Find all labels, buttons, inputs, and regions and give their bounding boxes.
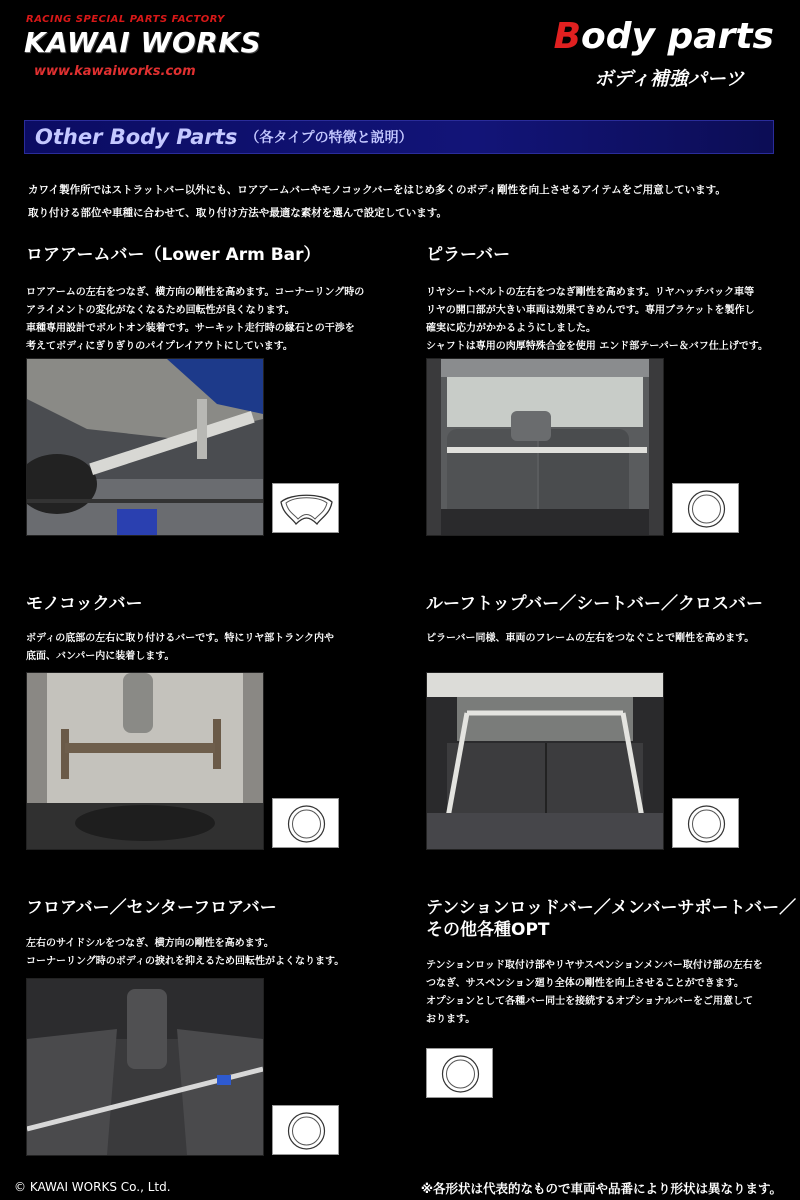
desc-line: リヤの開口部が大きい車両は効果てきめんです。専用ブラケットを製作し: [426, 305, 755, 316]
intro-line-2: 取り付ける部位や車種に合わせて、取り付け方法や最適な素材を選んで設定しています。: [28, 207, 447, 219]
pillar-bar-title: ピラーバー: [426, 245, 511, 265]
round-tube-icon: [427, 1049, 494, 1099]
pillar-bar-shape-box: [672, 483, 739, 533]
floor-bar-description: [26, 935, 344, 971]
logo-brand[interactable]: KAWAI WORKS: [24, 26, 262, 59]
oval-cross-section-icon: [273, 484, 340, 534]
pillar-bar-description: [426, 284, 768, 356]
lower-arm-bar-shape-box: [272, 483, 339, 533]
monocoque-bar-shape-box: [272, 798, 339, 848]
round-tube-icon: [673, 484, 740, 534]
monocoque-bar-title: モノコックバー: [26, 594, 143, 614]
round-tube-icon: [273, 799, 340, 849]
rooftop-bar-title: ルーフトップバー／シートバー／クロスバー: [426, 594, 763, 614]
lower-arm-bar-photo: [26, 358, 264, 536]
pillar-bar-photo: [426, 358, 664, 536]
copyright: © KAWAI WORKS Co., Ltd.: [14, 1180, 171, 1194]
tension-rod-bar-title-line-2: その他各種OPT: [426, 920, 550, 940]
tension-rod-bar-description: [426, 957, 763, 1029]
desc-line: 左右のサイドシルをつなぎ、横方向の剛性を高めます。: [26, 938, 274, 949]
logo-tagline: RACING SPECIAL PARTS FACTORY: [26, 14, 225, 25]
shape-disclaimer: ※各形状は代表的なもので車両や品番により形状は異なります。: [420, 1181, 782, 1196]
desc-line: シャフトは専用の肉厚特殊合金を使用 エンド部テーパー＆バフ仕上げです。: [426, 341, 768, 352]
desc-line: コーナーリング時のボディの捩れを抑えるため回転性がよくなります。: [26, 956, 345, 967]
desc-line: 考えてボディにぎりぎりのパイプレイアウトにしています。: [26, 341, 293, 352]
desc-line: アライメントの変化がなくなるため回転性が良くなります。: [26, 305, 295, 316]
desc-line: つなぎ、サスペンション廻り全体の剛性を向上させることができます。: [426, 978, 744, 989]
page-title-initial: B: [553, 16, 582, 57]
monocoque-bar-photo: [26, 672, 264, 850]
section-banner: [24, 120, 774, 154]
round-tube-icon: [273, 1106, 340, 1156]
desc-line: ロアアームの左右をつなぎ、横方向の剛性を高めます。コーナーリング時の: [26, 287, 365, 298]
section-subtitle: （各タイプの特徴と説明）: [245, 130, 413, 146]
tension-rod-bar-shape-box: [426, 1048, 493, 1098]
monocoque-bar-description: [26, 630, 334, 666]
floor-bar-shape-box: [272, 1105, 339, 1155]
page-title: [554, 16, 774, 57]
desc-line: 底面、バンパー内に装着します。: [26, 651, 175, 662]
logo-url[interactable]: www.kawaiworks.com: [34, 64, 196, 79]
tension-rod-bar-title-line-1: テンションロッドバー／メンバーサポートバー／: [426, 898, 797, 918]
page-subtitle: ボディ補強パーツ: [594, 68, 744, 90]
lower-arm-bar-title: ロアアームバー（Lower Arm Bar）: [26, 245, 321, 265]
desc-line: テンションロッド取付け部やリヤサスペンションメンバー取付け部の左右を: [426, 960, 763, 971]
tension-rod-bar-title: [426, 897, 796, 941]
floor-bar-title: フロアバー／センターフロアバー: [26, 898, 277, 918]
rooftop-bar-description: [426, 630, 754, 648]
floor-bar-photo: [26, 978, 264, 1156]
desc-line: おります。: [426, 1014, 476, 1025]
desc-line: 確実に応力がかかるようにしました。: [426, 323, 596, 334]
desc-line: 車種専用設計でボルトオン装着です。サーキット走行時の縁石との干渉を: [26, 323, 355, 334]
desc-line: ボディの底部の左右に取り付けるバーです。特にリヤ部トランク内や: [26, 633, 334, 644]
rooftop-bar-shape-box: [672, 798, 739, 848]
desc-line: オプションとして各種バー同士を接続するオプショナルバーをご用意して: [426, 996, 753, 1007]
intro-line-1: カワイ製作所ではストラットバー以外にも、ロアアームバーやモノコックバーをはじめ多くのボディ剛性を向上させるアイテムをご用意しています。: [28, 184, 726, 196]
section-title: Other Body Parts: [35, 125, 238, 149]
round-tube-icon: [673, 799, 740, 849]
page-title-rest: ody parts: [581, 16, 774, 57]
lower-arm-bar-description: [26, 284, 364, 356]
desc-line: ピラーバー同様、車両のフレームの左右をつなぐことで剛性を高めます。: [426, 633, 755, 644]
rooftop-bar-photo: [426, 672, 664, 850]
desc-line: リヤシートベルトの左右をつなぎ剛性を高めます。リヤハッチバック車等: [426, 287, 755, 298]
